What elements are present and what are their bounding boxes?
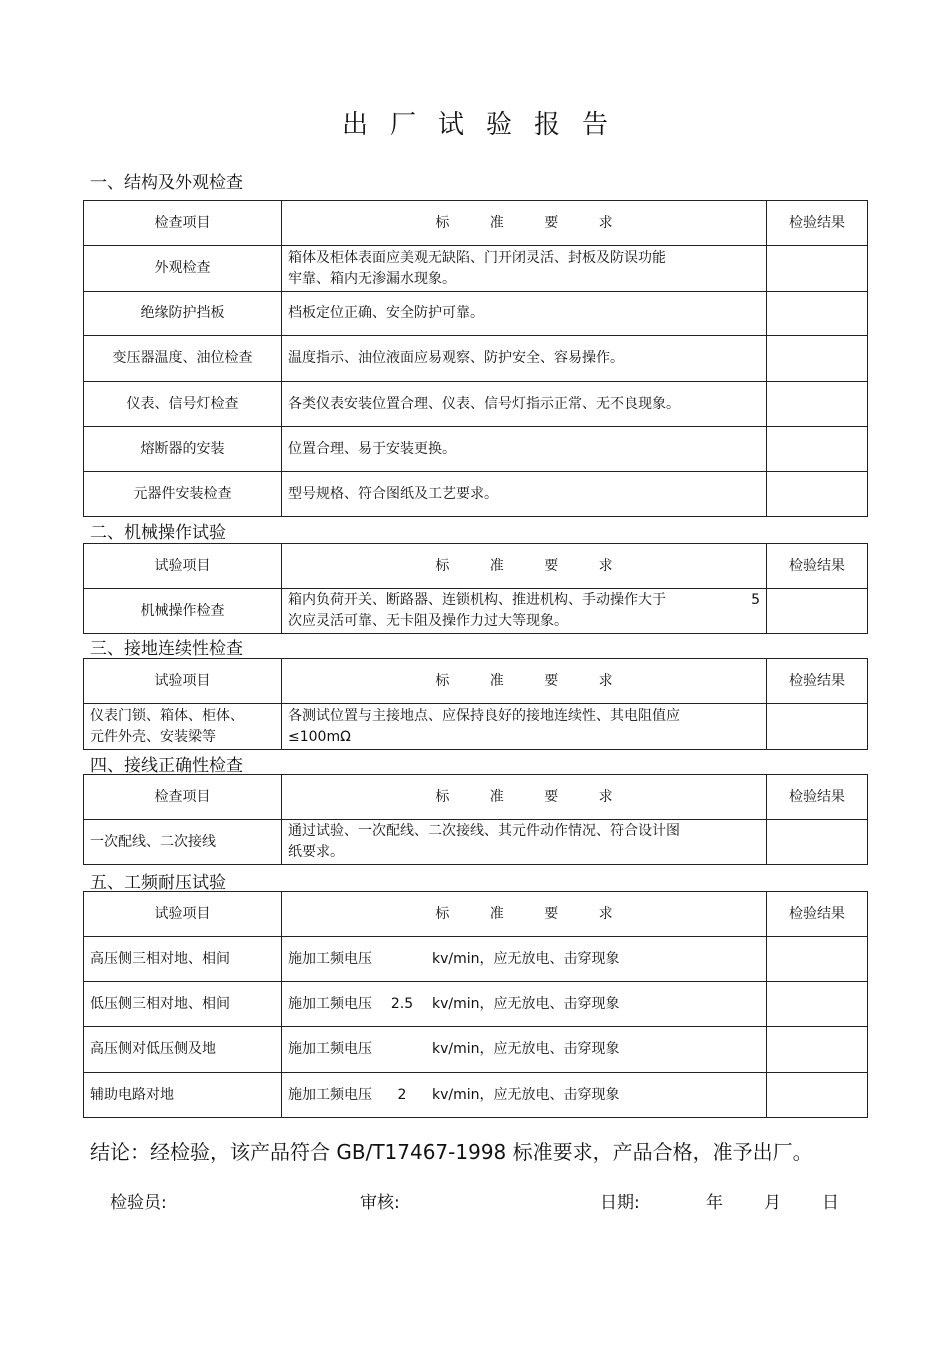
section-4-heading: 四、接线正确性检查 — [90, 756, 243, 776]
item-cell: 一次配线、二次接线 — [84, 820, 282, 865]
header-standard: 标 准 要 求 — [282, 775, 767, 820]
result-cell[interactable] — [767, 427, 868, 472]
header-result: 检验结果 — [767, 659, 868, 704]
header-result: 检验结果 — [767, 544, 868, 589]
header-standard: 标 准 要 求 — [282, 892, 767, 937]
item-cell: 元器件安装检查 — [84, 472, 282, 517]
header-test-item: 试验项目 — [84, 892, 282, 937]
structure-inspection-table — [83, 200, 868, 517]
result-cell[interactable] — [767, 982, 868, 1027]
result-cell[interactable] — [767, 1027, 868, 1073]
item-cell: 绝缘防护挡板 — [84, 292, 282, 336]
table-row — [84, 427, 868, 472]
table-header-row — [84, 775, 868, 820]
result-cell[interactable] — [767, 336, 868, 382]
item-cell: 熔断器的安装 — [84, 427, 282, 472]
requirement-cell: 箱内负荷开关、断路器、连锁机构、推进机构、手动操作大于 5 次应灵活可靠、无卡阻及操作力过大等现象。 — [282, 589, 767, 634]
requirement-cell: 温度指示、油位液面应易观察、防护安全、容易操作。 — [282, 336, 767, 382]
item-cell: 低压侧三相对地、相间 — [84, 982, 282, 1027]
section-3-heading: 三、接地连续性检查 — [90, 639, 243, 659]
item-cell: 高压侧三相对地、相间 — [84, 937, 282, 982]
table-header-row — [84, 201, 868, 246]
table-row — [84, 292, 868, 336]
requirement-cell: 各测试位置与主接地点、应保持良好的接地连续性、其电阻值应 ≤100mΩ — [282, 704, 767, 750]
table-row — [84, 1073, 868, 1118]
requirement-cell: 通过试验、一次配线、二次接线、其元件动作情况、符合设计图 纸要求。 — [282, 820, 767, 865]
conclusion: 结论：经检验，该产品符合 GB/T17467-1998 标准要求，产品合格，准予出厂。 — [90, 1140, 813, 1164]
section-2-heading: 二、机械操作试验 — [90, 523, 226, 543]
result-cell[interactable] — [767, 292, 868, 336]
item-cell: 仪表门锁、箱体、柜体、 元件外壳、安装梁等 — [84, 704, 282, 750]
date-day: 日 — [822, 1193, 839, 1213]
date-label: 日期: — [600, 1193, 640, 1213]
report-title: 出厂试验报告 — [341, 110, 630, 140]
section-5-heading: 五、工频耐压试验 — [90, 873, 226, 893]
table-row — [84, 336, 868, 382]
section-1-heading: 一、结构及外观检查 — [90, 173, 243, 193]
item-cell: 机械操作检查 — [84, 589, 282, 634]
result-cell[interactable] — [767, 246, 868, 292]
wiring-correctness-table — [83, 774, 868, 865]
requirement-cell: 型号规格、符合图纸及工艺要求。 — [282, 472, 767, 517]
item-cell: 辅助电路对地 — [84, 1073, 282, 1118]
table-row — [84, 937, 868, 982]
header-check-item: 检查项目 — [84, 775, 282, 820]
date-month: 月 — [764, 1193, 781, 1213]
header-standard: 标 准 要 求 — [282, 544, 767, 589]
header-result: 检验结果 — [767, 775, 868, 820]
voltage-value[interactable]: 2.5 — [390, 995, 414, 1012]
table-header-row — [84, 659, 868, 704]
item-cell: 仪表、信号灯检查 — [84, 382, 282, 427]
power-frequency-withstand-table — [83, 891, 868, 1118]
table-row — [84, 589, 868, 634]
mechanical-operation-table — [83, 543, 868, 634]
item-cell: 外观检查 — [84, 246, 282, 292]
grounding-continuity-table — [83, 658, 868, 750]
header-test-item: 试验项目 — [84, 659, 282, 704]
inspector-label: 检验员: — [110, 1193, 167, 1213]
table-row — [84, 1027, 868, 1073]
voltage-value[interactable]: 2 — [397, 1086, 407, 1103]
result-cell[interactable] — [767, 937, 868, 982]
reviewer-label: 审核: — [360, 1193, 400, 1213]
header-test-item: 试验项目 — [84, 544, 282, 589]
table-row — [84, 820, 868, 865]
header-standard: 标 准 要 求 — [282, 659, 767, 704]
result-cell[interactable] — [767, 472, 868, 517]
requirement-cell: 施加工频电压 2.5 kv/min，应无放电、击穿现象 — [282, 982, 767, 1027]
table-header-row — [84, 544, 868, 589]
table-row — [84, 382, 868, 427]
result-cell[interactable] — [767, 382, 868, 427]
result-cell[interactable] — [767, 704, 868, 750]
table-header-row — [84, 892, 868, 937]
requirement-cell: 施加工频电压 2 kv/min，应无放电、击穿现象 — [282, 1073, 767, 1118]
requirement-cell: 档板定位正确、安全防护可靠。 — [282, 292, 767, 336]
table-row — [84, 472, 868, 517]
header-result: 检验结果 — [767, 201, 868, 246]
item-cell: 变压器温度、油位检查 — [84, 336, 282, 382]
requirement-cell: 施加工频电压 kv/min，应无放电、击穿现象 — [282, 937, 767, 982]
requirement-cell: 位置合理、易于安装更换。 — [282, 427, 767, 472]
result-cell[interactable] — [767, 589, 868, 634]
item-cell: 高压侧对低压侧及地 — [84, 1027, 282, 1073]
requirement-cell: 箱体及柜体表面应美观无缺陷、门开闭灵活、封板及防误功能 牢靠、箱内无渗漏水现象。 — [282, 246, 767, 292]
result-cell[interactable] — [767, 820, 868, 865]
table-row — [84, 982, 868, 1027]
table-row — [84, 246, 868, 292]
header-result: 检验结果 — [767, 892, 868, 937]
header-standard: 标 准 要 求 — [282, 201, 767, 246]
table-row — [84, 704, 868, 750]
requirement-cell: 施加工频电压 kv/min，应无放电、击穿现象 — [282, 1027, 767, 1073]
date-year: 年 — [706, 1193, 723, 1213]
header-check-item: 检查项目 — [84, 201, 282, 246]
result-cell[interactable] — [767, 1073, 868, 1118]
requirement-cell: 各类仪表安装位置合理、仪表、信号灯指示正常、无不良现象。 — [282, 382, 767, 427]
